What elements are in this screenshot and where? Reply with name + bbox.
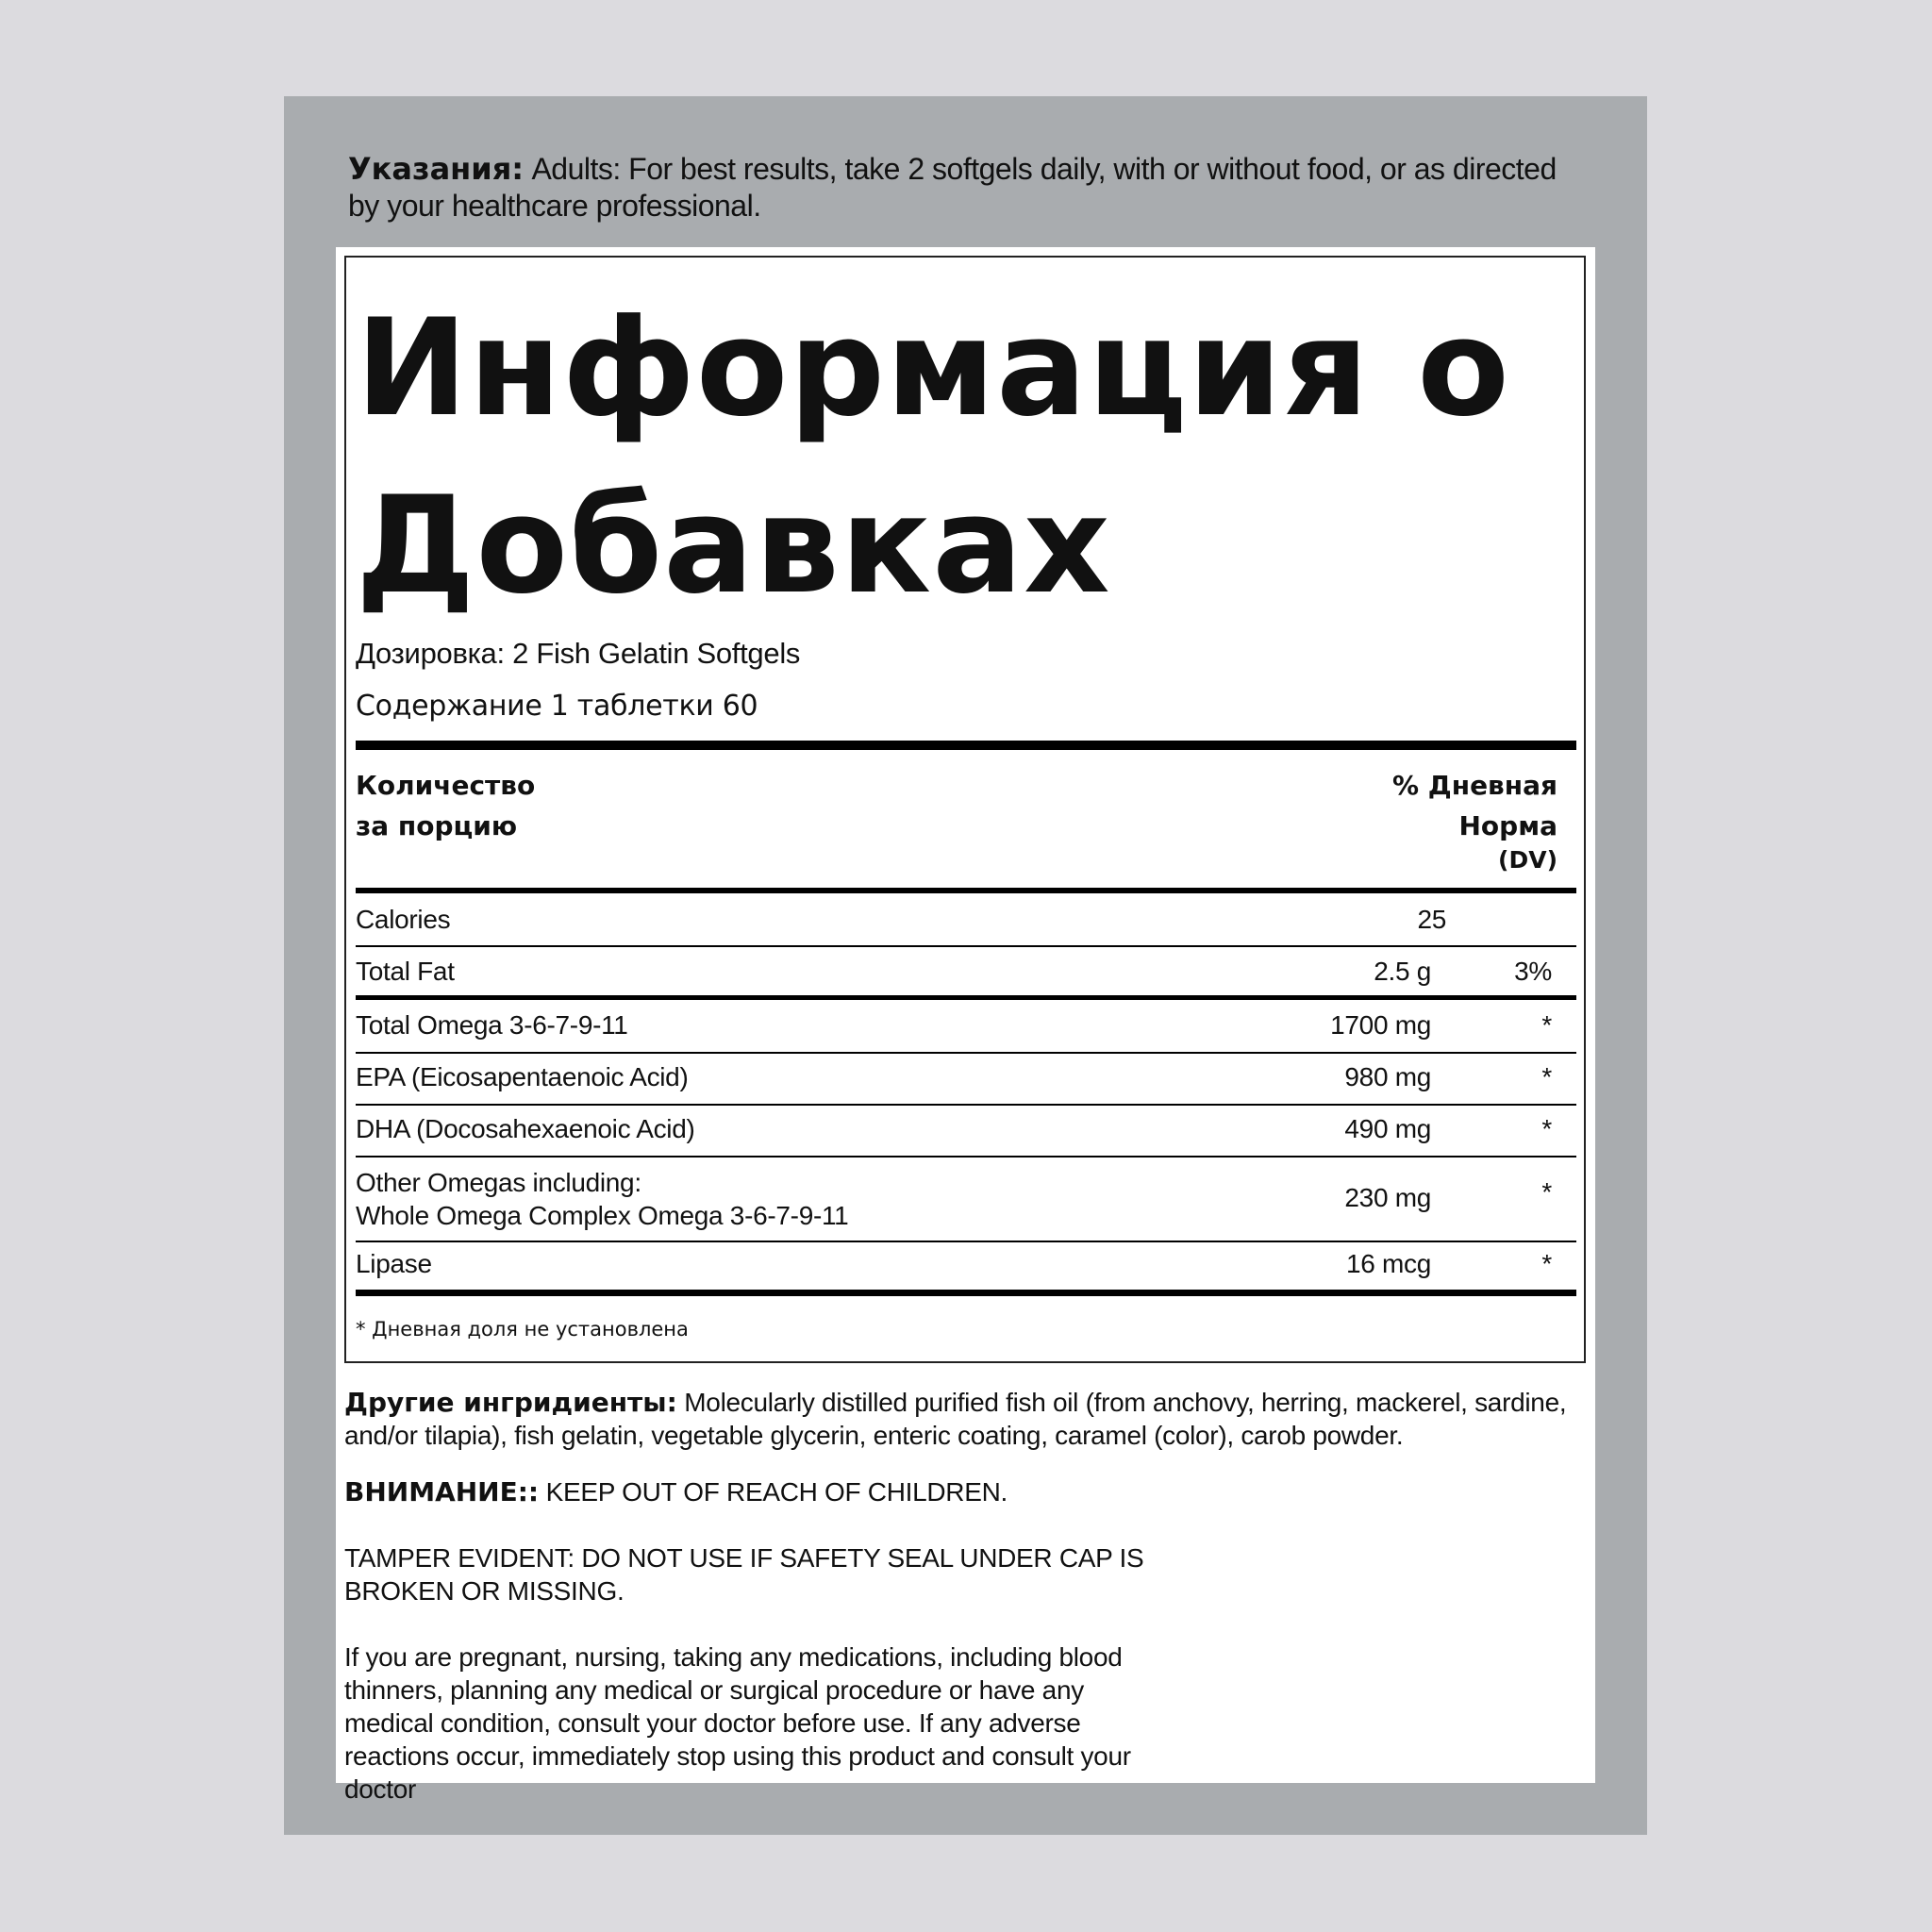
other-ingredients-label: Другие ингридиенты: [344, 1387, 677, 1418]
header-dv-line1: % Дневная [1391, 770, 1557, 801]
nutrient-amount: 980 mg [1344, 1062, 1431, 1091]
nutrient-amount: 16 mcg [1345, 1249, 1431, 1278]
row-divider [356, 1156, 1576, 1158]
warning [344, 1475, 1580, 1508]
header-daily-value [1392, 765, 1557, 874]
thick-rule-bottom [356, 1290, 1576, 1296]
row-divider [356, 945, 1576, 947]
header-amount-per-serving [356, 765, 535, 846]
other-ingredients-text: Molecularly distilled purified fish oil (from anchovy, herring, mackerel, sardine, and/or tilapia), fish gelatin, vegetable glycerin, enteric coating, caramel (color), carob powder. [344, 1388, 1567, 1450]
serving-size: Дозировка: 2 Fish Gelatin Softgels [356, 637, 801, 670]
nutrient-dv: * [1541, 1177, 1552, 1207]
nutrient-dv: * [1541, 1114, 1552, 1143]
nutrient-name [356, 1166, 848, 1232]
directions-body: Adults: For best results, take 2 softgels daily, with or without food, or as directed by your healthcare professional. [348, 152, 1557, 223]
row-divider [356, 1241, 1576, 1242]
header-amount-line2: за порцию [356, 810, 518, 841]
medium-rule [356, 995, 1576, 1000]
warning-label: ВНИМАНИЕ:: [344, 1476, 540, 1507]
nutrient-name: Total Omega 3-6-7-9-11 [356, 1010, 628, 1040]
row-divider [356, 1104, 1576, 1106]
dv-footnote: * Дневная доля не установлена [356, 1318, 689, 1341]
nutrient-name: Total Fat [356, 957, 455, 986]
nutrient-dv: * [1541, 1010, 1552, 1040]
header-amount-line1: Количество [356, 770, 536, 801]
nutrient-amount: 230 mg [1344, 1183, 1431, 1212]
supplement-facts-box [344, 256, 1586, 1363]
directions-label: Указания: [348, 151, 525, 187]
nutrient-name: Lipase [356, 1249, 432, 1278]
directions-text [348, 151, 1574, 225]
servings-per-container: Содержание 1 таблетки 60 [356, 690, 758, 723]
nutrient-dv: 3% [1514, 957, 1552, 986]
warning-text: KEEP OUT OF REACH OF CHILDREN. [539, 1477, 1008, 1507]
thick-rule-top [356, 741, 1576, 750]
nutrient-name-line2: Whole Omega Complex Omega 3-6-7-9-11 [356, 1201, 849, 1230]
nutrient-name-line1: Other Omegas including: [356, 1168, 641, 1197]
nutrient-dv: * [1541, 1062, 1552, 1091]
nutrient-name: EPA (Eicosapentaenoic Acid) [356, 1062, 689, 1091]
facts-title: Информация о Добавках [356, 291, 1510, 624]
nutrient-name: Calories [356, 905, 451, 934]
nutrient-amount: 490 mg [1344, 1114, 1431, 1143]
header-dv-line2: Норма [1458, 810, 1557, 841]
nutrient-amount: 2.5 g [1374, 957, 1431, 986]
nutrient-amount: 1700 mg [1330, 1010, 1431, 1040]
nutrient-amount: 25 [1417, 905, 1446, 934]
table-row [356, 1166, 1576, 1232]
nutrient-dv: * [1541, 1249, 1552, 1278]
header-dv-line3: (DV) [1498, 846, 1557, 874]
nutrient-name: DHA (Docosahexaenoic Acid) [356, 1114, 695, 1143]
row-divider [356, 1052, 1576, 1054]
tamper-evident-text: TAMPER EVIDENT: DO NOT USE IF SAFETY SEAL UNDER CAP IS BROKEN OR MISSING. [344, 1543, 1144, 1606]
other-ingredients [344, 1386, 1580, 1452]
thick-rule-header [356, 888, 1576, 893]
pregnancy-warning-text: If you are pregnant, nursing, taking any medications, including blood thinners, planning any medical or surgical procedure or have any medical condition, consult your doctor before use. If any adverse reactions occur, immediately stop using this product and consult your doctor [344, 1642, 1131, 1804]
